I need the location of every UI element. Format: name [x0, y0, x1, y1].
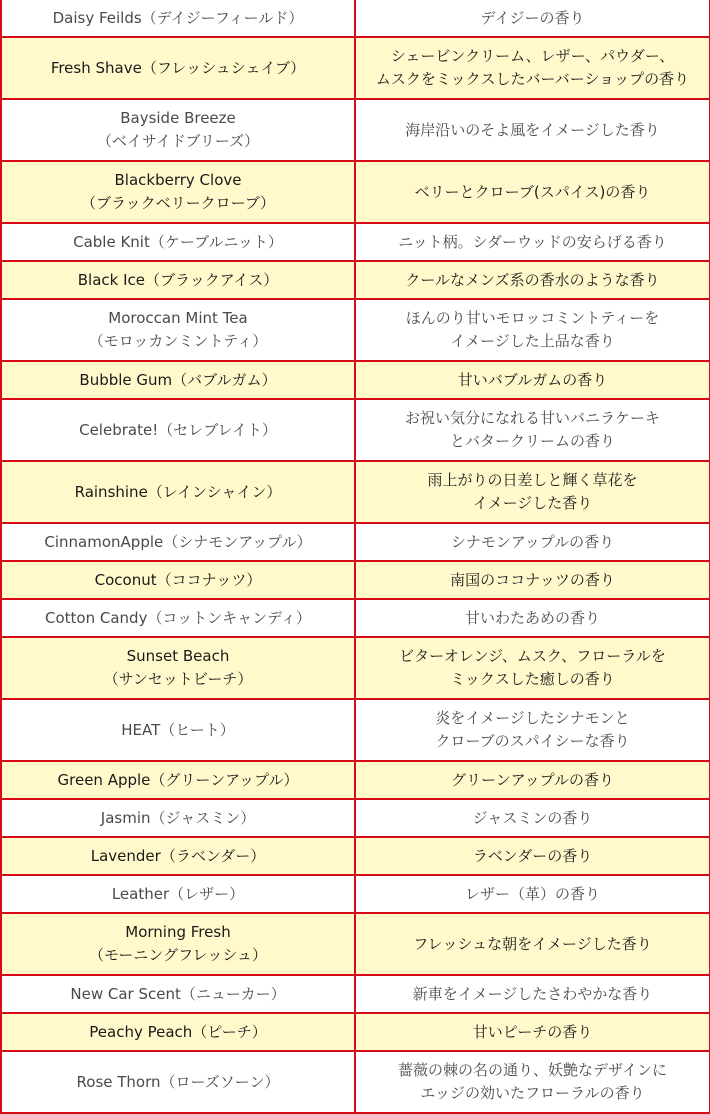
table-row — [1, 161, 710, 223]
scent-description-cell: ジャスミンの香り — [355, 799, 710, 837]
scent-description-cell: 薔薇の棘の名の通り、妖艶なデザインに エッジの効いたフローラルの香り — [355, 1051, 710, 1113]
scent-name-cell: Sunset Beach （サンセットビーチ） — [1, 637, 355, 699]
scent-name-cell: Cable Knit（ケーブルニット） — [1, 223, 355, 261]
scent-name-cell: Fresh Shave（フレッシュシェイブ） — [1, 37, 355, 99]
scent-name-cell: Coconut（ココナッツ） — [1, 561, 355, 599]
scent-name-cell: Lavender（ラベンダー） — [1, 837, 355, 875]
scent-description-cell: レザー（革）の香り — [355, 875, 710, 913]
scent-name-cell: Leather（レザー） — [1, 875, 355, 913]
scent-description-cell: 甘いピーチの香り — [355, 1013, 710, 1051]
scent-description-cell: フレッシュな朝をイメージした香り — [355, 913, 710, 975]
table-row — [1, 599, 710, 637]
table-row — [1, 0, 710, 37]
scent-description-cell: 海岸沿いのそよ風をイメージした香り — [355, 99, 710, 161]
scent-description-cell: 南国のココナッツの香り — [355, 561, 710, 599]
scent-description-cell: 甘いわたあめの香り — [355, 599, 710, 637]
table-row — [1, 37, 710, 99]
scent-name-cell: Black Ice（ブラックアイス） — [1, 261, 355, 299]
scent-name-cell: Green Apple（グリーンアップル） — [1, 761, 355, 799]
table-row — [1, 299, 710, 361]
table-row — [1, 361, 710, 399]
table-row — [1, 523, 710, 561]
table-row — [1, 837, 710, 875]
scent-name-cell: Rainshine（レインシャイン） — [1, 461, 355, 523]
table-row — [1, 561, 710, 599]
scent-name-cell: New Car Scent（ニューカー） — [1, 975, 355, 1013]
table-row — [1, 261, 710, 299]
scent-description-cell: 炎をイメージしたシナモンと クローブのスパイシーな香り — [355, 699, 710, 761]
table-row — [1, 799, 710, 837]
table-row — [1, 913, 710, 975]
scent-name-cell: Bayside Breeze （ベイサイドブリーズ） — [1, 99, 355, 161]
scent-name-cell: CinnamonApple（シナモンアップル） — [1, 523, 355, 561]
table-row — [1, 975, 710, 1013]
table-row — [1, 875, 710, 913]
scent-description-cell: ベリーとクローブ(スパイス)の香り — [355, 161, 710, 223]
scent-name-cell: Rose Thorn（ローズソーン） — [1, 1051, 355, 1113]
scent-description-cell: 甘いバブルガムの香り — [355, 361, 710, 399]
scent-name-cell: Moroccan Mint Tea （モロッカンミントティ） — [1, 299, 355, 361]
scent-description-cell: シェービンクリーム、レザー、パウダー、 ムスクをミックスしたバーバーショップの香り — [355, 37, 710, 99]
scent-description-cell: お祝い気分になれる甘いバニラケーキ とバタークリームの香り — [355, 399, 710, 461]
scent-description-cell: ビターオレンジ、ムスク、フローラルを ミックスした癒しの香り — [355, 637, 710, 699]
scent-name-cell: Daisy Feilds（デイジーフィールド） — [1, 0, 355, 37]
table-row — [1, 1013, 710, 1051]
scent-name-cell: Morning Fresh （モーニングフレッシュ） — [1, 913, 355, 975]
table-row — [1, 223, 710, 261]
scent-name-cell: Blackberry Clove （ブラックベリークローブ） — [1, 161, 355, 223]
scent-description-cell: ラベンダーの香り — [355, 837, 710, 875]
scent-description-cell: ニット柄。シダーウッドの安らげる香り — [355, 223, 710, 261]
scent-description-cell: シナモンアップルの香り — [355, 523, 710, 561]
scent-description-cell: 新車をイメージしたさわやかな香り — [355, 975, 710, 1013]
scent-name-cell: Bubble Gum（バブルガム） — [1, 361, 355, 399]
table-row — [1, 761, 710, 799]
table-row — [1, 461, 710, 523]
scent-description-cell: グリーンアップルの香り — [355, 761, 710, 799]
scent-name-cell: Peachy Peach（ピーチ） — [1, 1013, 355, 1051]
table-row — [1, 1051, 710, 1113]
scent-name-cell: HEAT（ヒート） — [1, 699, 355, 761]
scent-description-cell: ほんのり甘いモロッコミントティーを イメージした上品な香り — [355, 299, 710, 361]
table-row — [1, 637, 710, 699]
scent-description-cell: クールなメンズ系の香水のような香り — [355, 261, 710, 299]
scent-table-body — [1, 0, 710, 1113]
scent-description-cell: 雨上がりの日差しと輝く草花を イメージした香り — [355, 461, 710, 523]
scent-name-cell: Celebrate!（セレブレイト） — [1, 399, 355, 461]
scent-name-cell: Jasmin（ジャスミン） — [1, 799, 355, 837]
table-row — [1, 699, 710, 761]
table-row — [1, 99, 710, 161]
table-row — [1, 399, 710, 461]
scent-name-cell: Cotton Candy（コットンキャンディ） — [1, 599, 355, 637]
scent-description-cell: デイジーの香り — [355, 0, 710, 37]
